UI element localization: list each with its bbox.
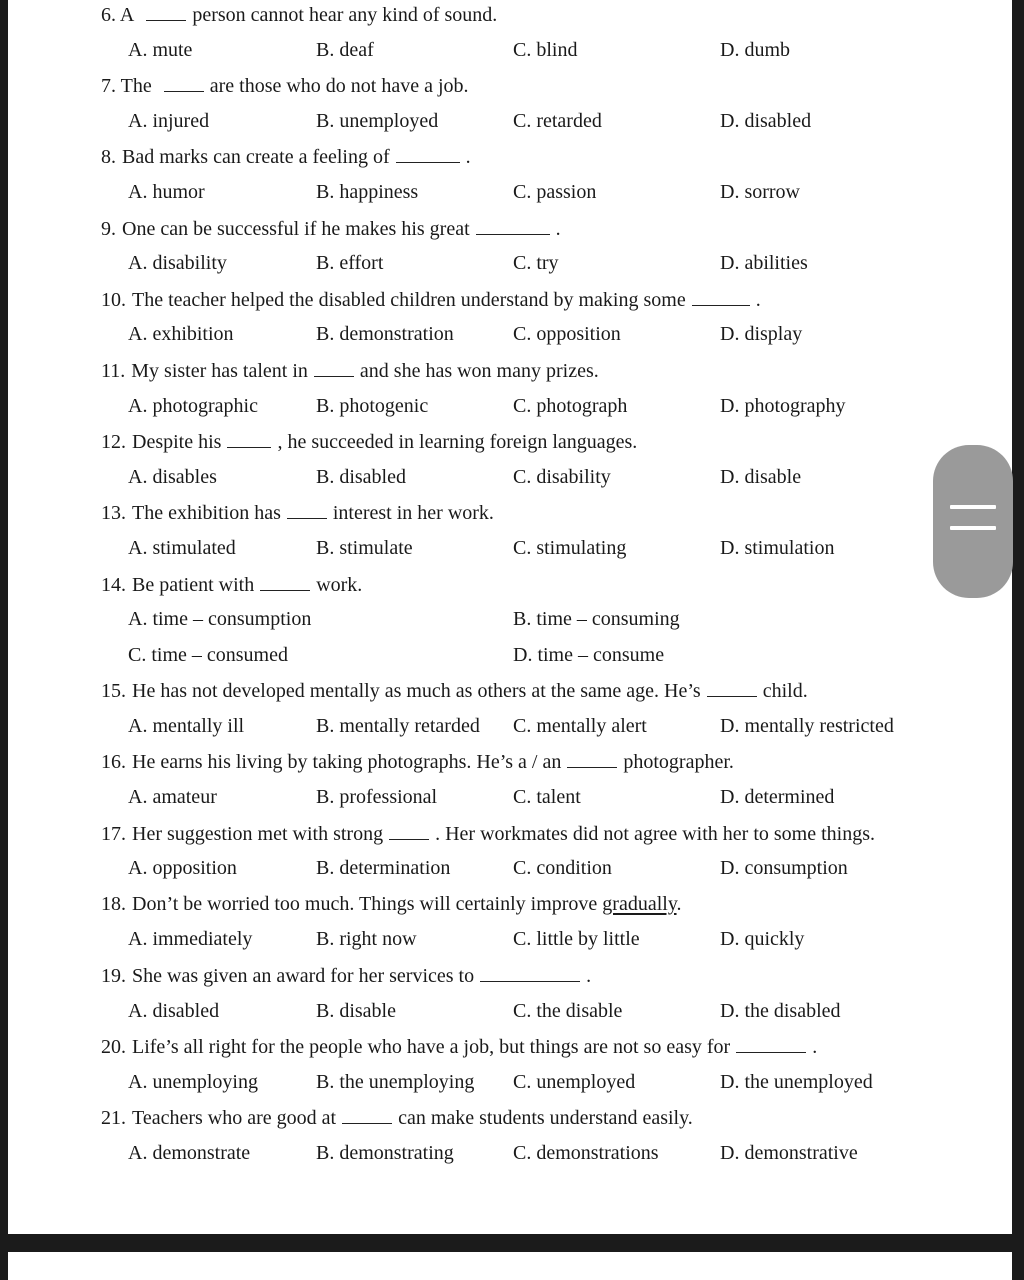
question-number: 13. <box>101 502 126 525</box>
question-number: 11. <box>101 359 126 382</box>
option-c: C. photograph <box>513 394 628 417</box>
question-text: She was given an award for her services to <box>132 965 475 988</box>
option-d: D. disabled <box>720 109 812 132</box>
question-6 <box>101 0 941 36</box>
question-text: He earns his living by taking photographs. He’s a / an <box>132 751 562 774</box>
answer-blank <box>314 356 354 377</box>
question-text: Despite his <box>132 431 222 454</box>
option-a: A. disability <box>128 252 227 275</box>
option-a: A. disabled <box>128 999 220 1022</box>
option-b: B. disabled <box>316 465 406 488</box>
option-b: B. determination <box>316 857 451 880</box>
question-number: 18. <box>101 892 126 915</box>
question-19 <box>101 961 941 997</box>
answer-blank <box>476 214 550 235</box>
question-text-end: work. <box>316 573 363 596</box>
question-text: He has not developed mentally as much as others at the same age. He’s <box>132 680 701 703</box>
answer-blank <box>707 676 757 697</box>
option-a: A. mentally ill <box>128 714 245 737</box>
question-text: Teachers who are good at <box>132 1107 337 1130</box>
question-text: Life’s all right for the people who have a job, but things are not so easy for <box>132 1036 731 1059</box>
question-text: Be patient with <box>132 573 255 596</box>
answer-blank <box>736 1032 806 1053</box>
option-c: C. demonstrations <box>513 1142 659 1164</box>
option-a: A. disables <box>128 465 217 488</box>
options-row <box>101 605 941 641</box>
answer-blank <box>342 1103 392 1124</box>
question-14 <box>101 570 941 606</box>
options-row <box>101 925 941 961</box>
question-text-end: and she has won many prizes. <box>359 359 599 382</box>
option-c: C. disability <box>513 465 611 488</box>
option-c: C. try <box>513 252 559 275</box>
option-b: B. stimulate <box>316 536 413 559</box>
option-b: B. mentally retarded <box>316 714 480 737</box>
question-18 <box>101 890 941 926</box>
option-b: B. demonstration <box>316 323 454 346</box>
options-row <box>101 534 941 570</box>
option-a: A. amateur <box>128 786 217 809</box>
options-row <box>101 712 941 748</box>
question-number: 6. A <box>101 4 135 26</box>
question-text-end: . <box>812 1036 818 1059</box>
question-11 <box>101 356 941 392</box>
question-number: 15. <box>101 680 126 703</box>
question-text-end: . <box>555 217 561 240</box>
answer-blank <box>164 71 204 92</box>
option-b: B. the unemploying <box>316 1070 475 1093</box>
question-16 <box>101 747 941 783</box>
question-number: 12. <box>101 431 126 454</box>
answer-blank <box>692 285 750 306</box>
question-text: Don’t be worried too much. Things will certainly improve <box>132 892 598 915</box>
question-text-end: interest in her work. <box>332 502 494 525</box>
option-d: D. stimulation <box>720 536 835 559</box>
worksheet-page <box>8 0 1012 1234</box>
option-c: C. opposition <box>513 323 621 346</box>
answer-blank <box>146 0 186 21</box>
option-a: A. mute <box>128 38 193 61</box>
grip-lines-icon <box>950 526 996 530</box>
option-a: A. humor <box>128 180 205 203</box>
grip-lines-icon <box>950 505 996 509</box>
question-text-end: can make students understand easily. <box>398 1107 693 1130</box>
options-row <box>101 854 941 890</box>
options-row <box>101 178 941 214</box>
question-number: 19. <box>101 965 126 988</box>
option-a: A. injured <box>128 109 210 132</box>
question-number: 17. <box>101 822 126 845</box>
question-text: The teacher helped the disabled children understand by making some <box>132 288 686 311</box>
question-text-end: . Her workmates did not agree with her to some things. <box>435 822 875 845</box>
question-21 <box>101 1103 941 1139</box>
option-c: C. condition <box>513 857 612 880</box>
question-text-end: . <box>676 892 682 915</box>
option-c: C. the disable <box>513 999 623 1022</box>
underlined-word: gradually <box>602 892 677 915</box>
options-row <box>101 997 941 1033</box>
option-d: D. the unemployed <box>720 1070 873 1093</box>
question-12 <box>101 427 941 463</box>
question-number: 14. <box>101 573 126 596</box>
option-d: D. photography <box>720 394 846 417</box>
options-row <box>101 320 941 356</box>
answer-blank <box>260 570 310 591</box>
option-a: A. photographic <box>128 394 258 417</box>
answer-blank <box>389 819 429 840</box>
options-row <box>101 249 941 285</box>
question-text: One can be successful if he makes his great <box>122 217 470 240</box>
options-row <box>101 783 941 819</box>
option-c: C. unemployed <box>513 1070 636 1093</box>
question-text-end: photographer. <box>623 751 734 774</box>
option-b: B. happiness <box>316 180 419 203</box>
option-c: C. retarded <box>513 109 602 132</box>
question-text-end: . <box>755 288 761 311</box>
option-c: C. passion <box>513 180 597 203</box>
options-row <box>101 641 941 677</box>
option-b: B. unemployed <box>316 109 439 132</box>
option-d: D. display <box>720 323 803 346</box>
option-a: A. exhibition <box>128 323 234 346</box>
option-d: D. disable <box>720 465 802 488</box>
question-number: 20. <box>101 1036 126 1059</box>
question-text: The exhibition has <box>132 502 281 525</box>
question-10 <box>101 285 941 321</box>
option-b: B. right now <box>316 928 417 951</box>
question-text: Bad marks can create a feeling of <box>122 146 390 169</box>
answer-blank <box>287 498 327 519</box>
options-row <box>101 107 941 143</box>
option-d: D. mentally restricted <box>720 714 894 737</box>
option-d: D. consumption <box>720 857 848 880</box>
option-a: A. demonstrate <box>128 1142 251 1164</box>
answer-blank <box>567 747 617 768</box>
question-number: 8. <box>101 146 116 169</box>
question-text-end: . <box>586 965 592 988</box>
question-text: Her suggestion met with strong <box>132 822 384 845</box>
options-row <box>101 463 941 499</box>
option-d: D. time – consume <box>513 643 665 666</box>
option-c: C. blind <box>513 38 578 61</box>
option-b: B. professional <box>316 786 438 809</box>
option-b: B. effort <box>316 252 384 275</box>
option-d: D. demonstrative <box>720 1142 858 1164</box>
option-b: B. demonstrating <box>316 1142 454 1164</box>
option-d: D. sorrow <box>720 180 800 203</box>
option-c: C. talent <box>513 786 581 809</box>
option-a: A. opposition <box>128 857 237 880</box>
question-text-end: person cannot hear any kind of sound. <box>192 4 498 26</box>
option-b: B. disable <box>316 999 396 1022</box>
question-text-end: , he succeeded in learning foreign languages. <box>277 431 638 454</box>
question-8 <box>101 142 941 178</box>
scroll-handle[interactable] <box>933 445 1013 598</box>
options-row <box>101 36 941 72</box>
answer-blank <box>396 142 460 163</box>
option-c: C. little by little <box>513 928 640 951</box>
question-number: 21. <box>101 1107 126 1130</box>
option-c: C. time – consumed <box>128 643 288 666</box>
option-a: A. immediately <box>128 928 253 951</box>
option-a: A. stimulated <box>128 536 236 559</box>
options-row <box>101 1139 941 1175</box>
option-b: B. photogenic <box>316 394 429 417</box>
question-15 <box>101 676 941 712</box>
question-text: My sister has talent in <box>131 359 308 382</box>
question-7 <box>101 71 941 107</box>
question-number: 9. <box>101 217 116 240</box>
option-d: D. abilities <box>720 252 808 275</box>
option-b: B. time – consuming <box>513 608 680 631</box>
option-d: D. the disabled <box>720 999 841 1022</box>
option-c: C. mentally alert <box>513 714 647 737</box>
answer-blank <box>227 427 271 448</box>
option-d: D. quickly <box>720 928 805 951</box>
question-20 <box>101 1032 941 1068</box>
question-number: 10. <box>101 288 126 311</box>
options-row <box>101 392 941 428</box>
question-text-end: child. <box>762 680 808 703</box>
option-c: C. stimulating <box>513 536 627 559</box>
next-page-edge <box>8 1252 1012 1280</box>
question-17 <box>101 819 941 855</box>
option-d: D. dumb <box>720 38 790 61</box>
question-9 <box>101 214 941 250</box>
option-a: A. time – consumption <box>128 608 312 631</box>
options-row <box>101 1068 941 1104</box>
question-number: 16. <box>101 751 126 774</box>
question-13 <box>101 498 941 534</box>
question-text-end: are those who do not have a job. <box>209 75 469 98</box>
question-list <box>101 0 941 1175</box>
option-b: B. deaf <box>316 38 374 61</box>
option-d: D. determined <box>720 786 835 809</box>
question-number: 7. The <box>101 75 152 98</box>
answer-blank <box>480 961 580 982</box>
option-a: A. unemploying <box>128 1070 258 1093</box>
question-text-end: . <box>465 146 471 169</box>
